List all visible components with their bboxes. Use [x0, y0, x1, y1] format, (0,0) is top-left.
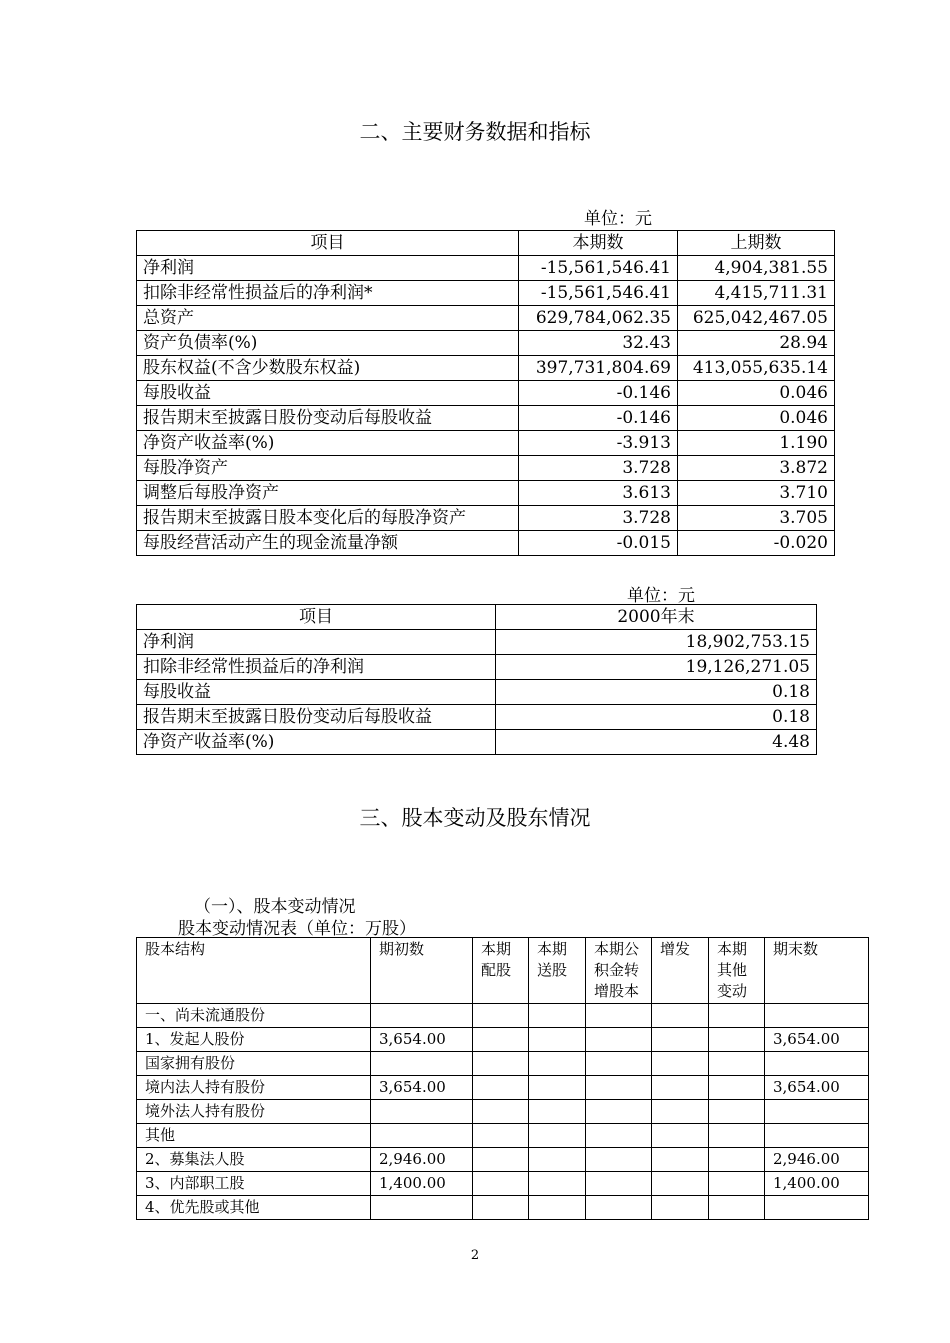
row-label: 每股收益 [137, 680, 496, 705]
value-cell [652, 1172, 709, 1196]
value-cell [371, 1124, 473, 1148]
table-row [137, 256, 835, 281]
table-header-row [137, 938, 869, 1004]
row-label: 扣除非经常性损益后的净利润 [137, 655, 496, 680]
value-cell: -15,561,546.41 [519, 281, 678, 306]
value-cell [586, 1004, 652, 1028]
row-label: 1、发起人股份 [137, 1028, 371, 1052]
row-label: 境内法人持有股份 [137, 1076, 371, 1100]
table-row [137, 1004, 869, 1028]
value-cell: 4,904,381.55 [678, 256, 835, 281]
table-row [137, 680, 817, 705]
value-cell [652, 1052, 709, 1076]
value-cell [529, 1052, 586, 1076]
table-row [137, 1100, 869, 1124]
column-header [709, 938, 765, 1004]
value-cell: 3.728 [519, 456, 678, 481]
row-label: 报告期末至披露日股份变动后每股收益 [137, 705, 496, 730]
value-cell: 0.046 [678, 406, 835, 431]
value-cell [529, 1124, 586, 1148]
value-cell [529, 1076, 586, 1100]
table-header-row [137, 231, 835, 256]
column-header-line: 变动 [717, 982, 748, 1000]
value-cell [371, 1196, 473, 1220]
value-cell [529, 1028, 586, 1052]
value-cell [529, 1004, 586, 1028]
value-cell [473, 1076, 529, 1100]
row-label: 净利润 [137, 630, 496, 655]
column-header-line: 期末数 [773, 940, 819, 958]
value-cell: 397,731,804.69 [519, 356, 678, 381]
value-cell: 3.710 [678, 481, 835, 506]
value-cell [586, 1172, 652, 1196]
value-cell: 0.046 [678, 381, 835, 406]
table-row [137, 356, 835, 381]
column-header-line: 本期 [481, 940, 512, 958]
section3-title: 三、股本变动及股东情况 [359, 806, 591, 830]
value-cell: -0.015 [519, 531, 678, 556]
page-number: 2 [470, 1248, 480, 1263]
value-cell: 3.613 [519, 481, 678, 506]
table-row [137, 730, 817, 755]
value-cell [529, 1172, 586, 1196]
value-cell [709, 1172, 765, 1196]
value-cell [652, 1100, 709, 1124]
value-cell [473, 1100, 529, 1124]
table-header-row [137, 605, 817, 630]
value-cell: 0.18 [496, 705, 817, 730]
value-cell [473, 1124, 529, 1148]
column-header: 项目 [137, 231, 519, 256]
value-cell: 1,400.00 [765, 1172, 869, 1196]
value-cell [709, 1124, 765, 1148]
row-label: 其他 [137, 1124, 371, 1148]
column-header [137, 938, 371, 1004]
row-label: 一、尚未流通股份 [137, 1004, 371, 1028]
column-header [371, 938, 473, 1004]
table-row [137, 381, 835, 406]
row-label: 净利润 [137, 256, 519, 281]
value-cell [371, 1004, 473, 1028]
value-cell [709, 1004, 765, 1028]
value-cell [765, 1196, 869, 1220]
row-label: 调整后每股净资产 [137, 481, 519, 506]
value-cell [529, 1148, 586, 1172]
table-row [137, 705, 817, 730]
value-cell [586, 1052, 652, 1076]
row-label: 境外法人持有股份 [137, 1100, 371, 1124]
value-cell [652, 1028, 709, 1052]
value-cell [371, 1100, 473, 1124]
value-cell: 32.43 [519, 331, 678, 356]
value-cell [652, 1148, 709, 1172]
value-cell: 3,654.00 [765, 1076, 869, 1100]
value-cell: 1.190 [678, 431, 835, 456]
table-row [137, 1028, 869, 1052]
row-label: 净资产收益率(%) [137, 730, 496, 755]
row-label: 国家拥有股份 [137, 1052, 371, 1076]
value-cell: 19,126,271.05 [496, 655, 817, 680]
column-header-line: 增股本 [594, 982, 640, 1000]
value-cell [529, 1100, 586, 1124]
value-cell [473, 1028, 529, 1052]
value-cell [473, 1196, 529, 1220]
table-row [137, 306, 835, 331]
column-header: 上期数 [678, 231, 835, 256]
table-row [137, 331, 835, 356]
row-label: 扣除非经常性损益后的净利润* [137, 281, 519, 306]
value-cell [586, 1100, 652, 1124]
value-cell: 3.872 [678, 456, 835, 481]
value-cell: 3,654.00 [765, 1028, 869, 1052]
value-cell: 28.94 [678, 331, 835, 356]
table-row [137, 281, 835, 306]
value-cell: -0.146 [519, 406, 678, 431]
table-row [137, 1052, 869, 1076]
value-cell [765, 1004, 869, 1028]
value-cell: 4.48 [496, 730, 817, 755]
table-row [137, 630, 817, 655]
value-cell [652, 1076, 709, 1100]
column-header [473, 938, 529, 1004]
value-cell [371, 1052, 473, 1076]
table-caption: 股本变动情况表（单位：万股） [178, 919, 416, 939]
column-header [652, 938, 709, 1004]
value-cell: 3,654.00 [371, 1028, 473, 1052]
value-cell: 629,784,062.35 [519, 306, 678, 331]
value-cell [765, 1124, 869, 1148]
value-cell [586, 1124, 652, 1148]
table-row [137, 1148, 869, 1172]
value-cell [709, 1148, 765, 1172]
value-cell: -0.020 [678, 531, 835, 556]
value-cell [709, 1100, 765, 1124]
row-label: 报告期末至披露日股本变化后的每股净资产 [137, 506, 519, 531]
value-cell: -3.913 [519, 431, 678, 456]
value-cell [586, 1076, 652, 1100]
year-end-2000-table [136, 604, 817, 755]
row-label: 每股收益 [137, 381, 519, 406]
value-cell [473, 1052, 529, 1076]
value-cell [765, 1052, 869, 1076]
table-row [137, 1124, 869, 1148]
table-row [137, 655, 817, 680]
value-cell: -15,561,546.41 [519, 256, 678, 281]
value-cell: 2,946.00 [371, 1148, 473, 1172]
value-cell [529, 1196, 586, 1220]
row-label: 总资产 [137, 306, 519, 331]
column-header-line: 增发 [660, 940, 691, 958]
value-cell: 4,415,711.31 [678, 281, 835, 306]
row-label: 资产负债率(%) [137, 331, 519, 356]
row-label: 每股净资产 [137, 456, 519, 481]
value-cell: -0.146 [519, 381, 678, 406]
value-cell: 3,654.00 [371, 1076, 473, 1100]
value-cell: 3.728 [519, 506, 678, 531]
column-header-line: 配股 [481, 961, 512, 979]
column-header [765, 938, 869, 1004]
subsection-title: （一）、股本变动情况 [194, 897, 356, 917]
column-header-line: 本期 [537, 940, 568, 958]
value-cell [709, 1052, 765, 1076]
column-header: 项目 [137, 605, 496, 630]
share-capital-change-table [136, 937, 869, 1220]
value-cell [652, 1196, 709, 1220]
column-header-line: 积金转 [594, 961, 640, 979]
column-header-line: 送股 [537, 961, 568, 979]
column-header-line: 本期公 [594, 940, 640, 958]
column-header-line: 期初数 [379, 940, 425, 958]
value-cell: 1,400.00 [371, 1172, 473, 1196]
value-cell: 2,946.00 [765, 1148, 869, 1172]
row-label: 每股经营活动产生的现金流量净额 [137, 531, 519, 556]
value-cell [473, 1004, 529, 1028]
column-header: 2000年末 [496, 605, 817, 630]
row-label: 4、优先股或其他 [137, 1196, 371, 1220]
column-header-line: 其他 [717, 961, 748, 979]
table-row [137, 406, 835, 431]
value-cell: 625,042,467.05 [678, 306, 835, 331]
row-label: 报告期末至披露日股份变动后每股收益 [137, 406, 519, 431]
value-cell [652, 1124, 709, 1148]
column-header [586, 938, 652, 1004]
value-cell [586, 1148, 652, 1172]
value-cell: 413,055,635.14 [678, 356, 835, 381]
section2-title: 二、主要财务数据和指标 [359, 120, 591, 144]
table-row [137, 456, 835, 481]
value-cell [652, 1004, 709, 1028]
unit-label-1: 单位：元 [584, 209, 652, 229]
value-cell [586, 1196, 652, 1220]
table-row [137, 531, 835, 556]
value-cell [709, 1196, 765, 1220]
value-cell: 3.705 [678, 506, 835, 531]
value-cell [586, 1028, 652, 1052]
row-label: 股东权益(不含少数股东权益) [137, 356, 519, 381]
column-header [529, 938, 586, 1004]
column-header: 本期数 [519, 231, 678, 256]
table-row [137, 481, 835, 506]
table-row [137, 1076, 869, 1100]
table-row [137, 506, 835, 531]
table-row [137, 1196, 869, 1220]
value-cell [473, 1172, 529, 1196]
value-cell [473, 1148, 529, 1172]
row-label: 净资产收益率(%) [137, 431, 519, 456]
financial-indicators-table [136, 230, 835, 556]
value-cell: 0.18 [496, 680, 817, 705]
value-cell: 18,902,753.15 [496, 630, 817, 655]
row-label: 3、内部职工股 [137, 1172, 371, 1196]
row-label: 2、募集法人股 [137, 1148, 371, 1172]
value-cell [709, 1076, 765, 1100]
column-header-line: 股本结构 [145, 940, 206, 958]
column-header-line: 本期 [717, 940, 748, 958]
value-cell [709, 1028, 765, 1052]
value-cell [765, 1100, 869, 1124]
unit-label-2: 单位：元 [627, 586, 695, 606]
table-row [137, 431, 835, 456]
table-row [137, 1172, 869, 1196]
